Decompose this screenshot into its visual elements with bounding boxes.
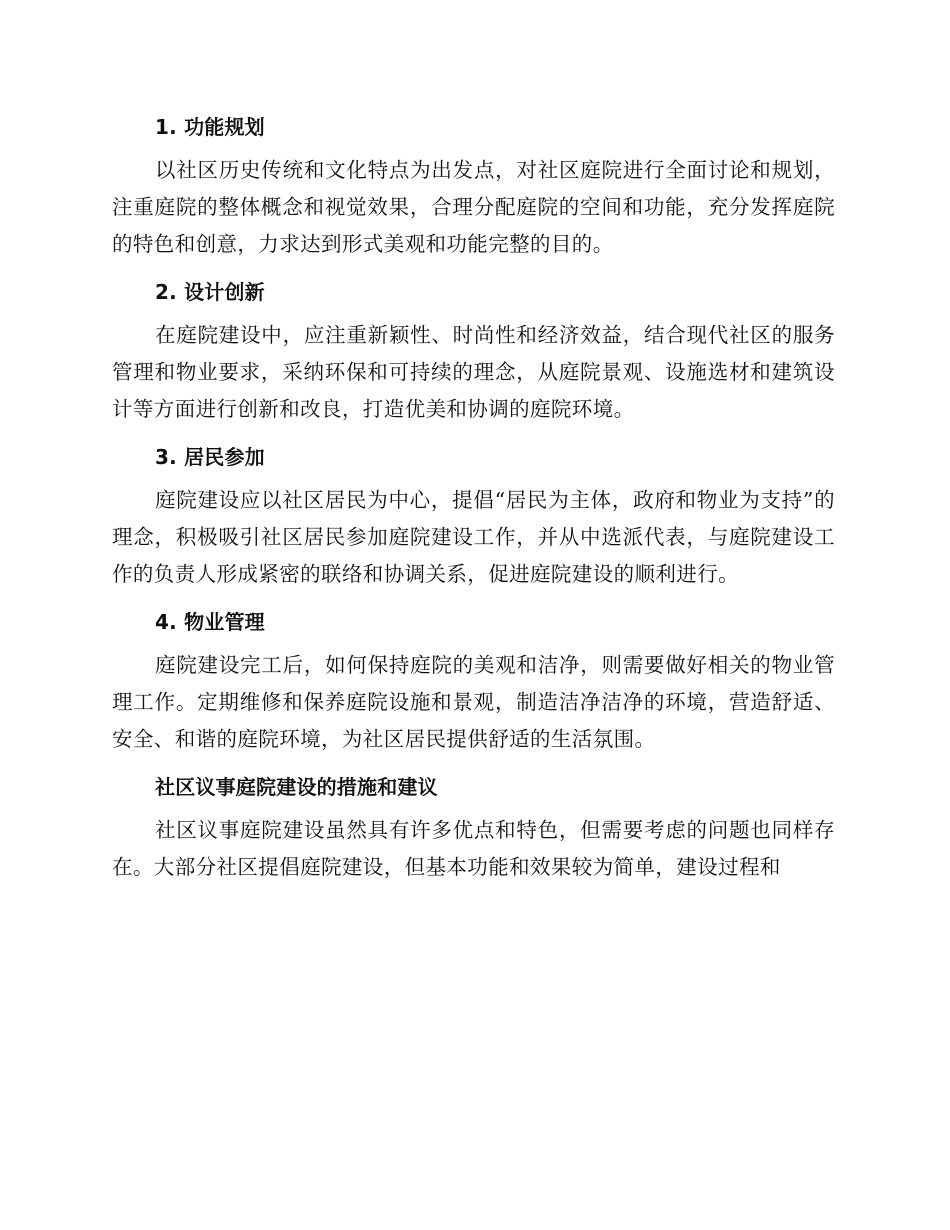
section-heading-resident-participation: 3. 居民参加 <box>155 445 265 469</box>
section-heading-property-management: 4. 物业管理 <box>155 610 265 634</box>
section-paragraph-function-planning: 以社区历史传统和文化特点为出发点，对社区庭院进行全面讨论和规划，注重庭院的整体概念和视觉效果，合理分配庭院的空间和功能，充分发挥庭院的特色和创意，力求达到形式美观和功能完整的目的。 <box>112 158 835 256</box>
section-heading-measures-suggestions: 社区议事庭院建设的措施和建议 <box>155 775 438 799</box>
section-paragraph-design-innovation: 在庭院建设中，应注重新颖性、时尚性和经济效益，结合现代社区的服务管理和物业要求，采纳环保和可持续的理念，从庭院景观、设施选材和建筑设计等方面进行创新和改良，打造优美和协调的庭院环境。 <box>112 323 835 421</box>
section-paragraph-resident-participation: 庭院建设应以社区居民为中心，提倡“居民为主体，政府和物业为支持”的理念，积极吸引社区居民参加庭院建设工作，并从中选派代表，与庭院建设工作的负责人形成紧密的联络和协调关系，促进庭院建设的顺利进行。 <box>112 488 835 586</box>
section-paragraph-property-management: 庭院建设完工后，如何保持庭院的美观和洁净，则需要做好相关的物业管理工作。定期维修和保养庭院设施和景观，制造洁净洁净的环境，营造舒适、安全、和谐的庭院环境，为社区居民提供舒适的生活氛围。 <box>112 653 835 751</box>
section-heading-design-innovation: 2. 设计创新 <box>155 280 265 304</box>
section-heading-function-planning: 1. 功能规划 <box>155 115 265 139</box>
section-paragraph-measures-suggestions: 社区议事庭院建设虽然具有许多优点和特色，但需要考虑的问题也同样存在。大部分社区提倡庭院建设，但基本功能和效果较为简单，建设过程和 <box>112 818 835 879</box>
